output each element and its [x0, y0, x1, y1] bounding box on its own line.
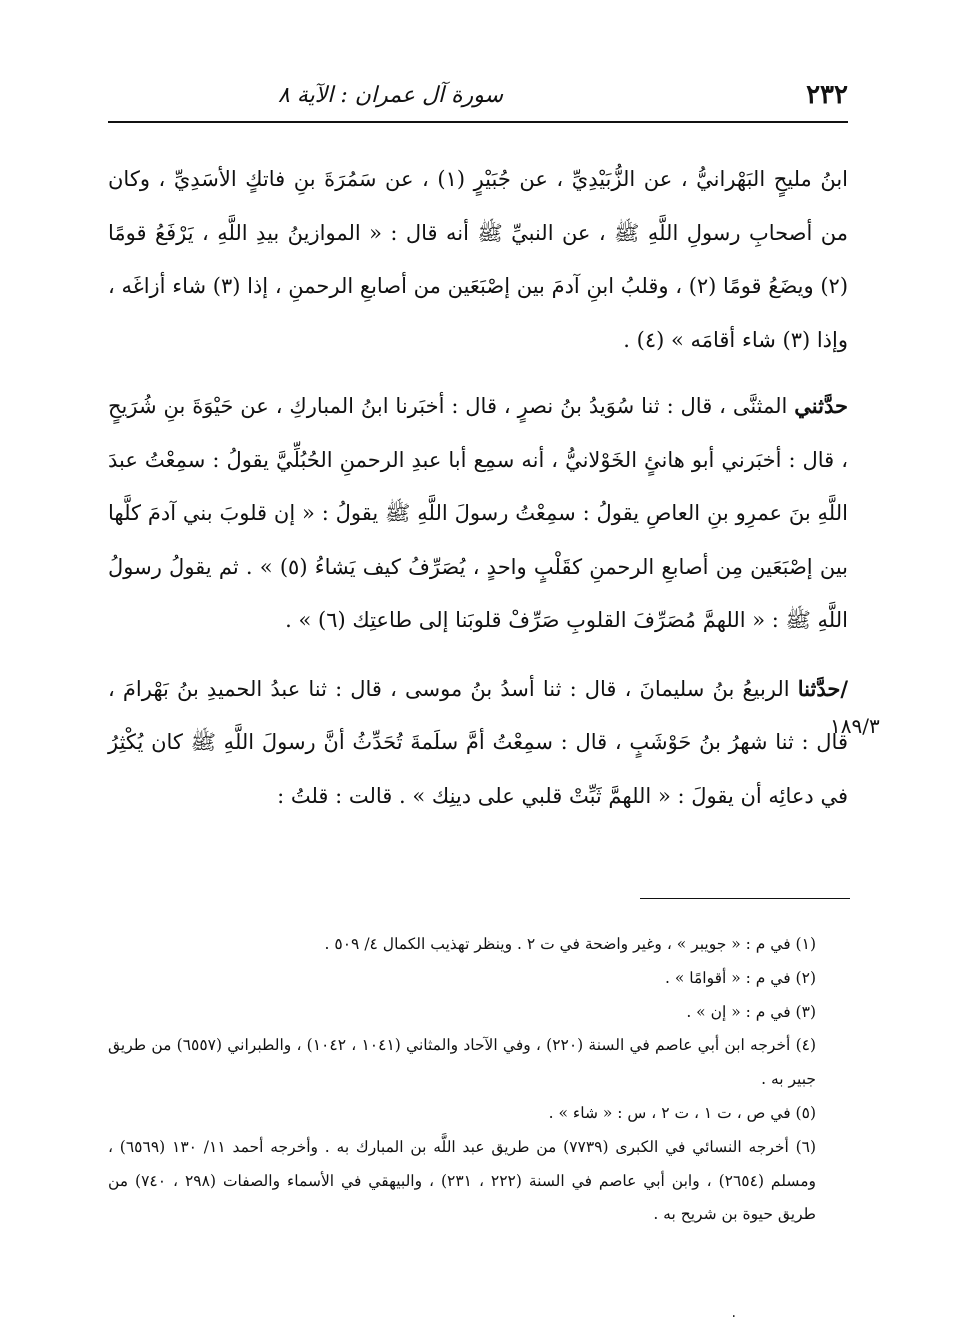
paragraph-lead: /حدَّثنا: [797, 675, 848, 701]
paragraph-lead: حدَّثني: [794, 393, 848, 418]
footnote: (١) في م : « جويبر » ، وغير واضحة في ت ٢ . وينظر تهذيب الكمال ٤/ ٥٠٩ .: [324, 935, 816, 953]
paragraph-text: الربيعُ بنُ سليمانَ ، قال : ثنا أسدُ بنُ موسى ، قال : ثنا عبدُ الحميدِ بنُ بَهْرامَ ، قال : ثنا شهرُ بنُ حَوْشَبٍ ، قال : سمِعْتُ أمَّ سلَمةَ تُحَدِّثُ أنَّ رسولَ اللَّهِ ﷺ كان يُكْثِرُ في دعائِه أن يقولَ : « اللهمَّ ثَبِّتْ قلبي على دينِك » . قالت : قلتُ :: [108, 676, 848, 808]
paragraph-3: [108, 662, 848, 824]
running-title: سورة آل عمران : الآية ٨: [278, 82, 504, 108]
paragraph-1: [108, 152, 848, 367]
footnote: (٢) في م : « أقوامًا » .: [664, 968, 816, 987]
footnotes: [108, 928, 816, 1232]
page-header: [108, 70, 848, 120]
footnote: (٦) أخرجه النسائي في الكبرى (٧٧٣٩) من طريق عبد اللَّه بن المبارك به . وأخرجه أحمد ١١/ ١٣٠ (٦٥٦٩) ، ومسلم (٢٦٥٤) ، وابن أبي عاصم في السنة (٢٢٢ ، ٢٣١) ، والبيهقي في الأسماء والصفات (٢٩٨ ، ٧٤٠) من طريق حيوة بن شريح به .: [108, 1137, 817, 1224]
paragraph-2: [108, 379, 848, 648]
header-divider: [108, 121, 848, 123]
paragraph-text: ابنُ مليحٍ البَهْرانيُّ ، عن الزُّبَيْدِيِّ ، عن جُبَيْرٍ (١) ، عن سَمُرَةَ بنِ فاتكٍ الأسَدِيِّ ، وكان من أصحابِ رسولِ اللَّهِ ﷺ ، عن النبيِّ ﷺ أنه قال : « الموازينُ بيدِ اللَّهِ ، يَرْفَعُ قومًا (٢) ويضَعُ قومًا (٢) ، وقلبُ ابنِ آدمَ بين إصْبَعَين من أصابعِ الرحمنِ ، إذا (٣) شاء أزاغَه ، وإذا (٣) شاء أقامَه » (٤) .: [108, 167, 849, 352]
footnote: (٥) في ص ، ت ١ ، ت ٢ ، س : « شاء » .: [548, 1103, 816, 1122]
margin-volume-page-reference: ١٨٩/٣: [830, 714, 880, 738]
footnote: (٣) في م : « إن » .: [686, 1002, 816, 1021]
bottom-mark: ٠: [730, 1308, 738, 1324]
page-number: ٢٣٢: [806, 80, 848, 110]
footnote-divider: [640, 898, 850, 899]
footnote: (٤) أخرجه ابن أبي عاصم في السنة (٢٢٠) ، وفي الآحاد والمثاني (١٠٤١ ، ١٠٤٢) ، والطبراني (٦٥٥٧) من طريق جبير به .: [108, 1036, 817, 1089]
paragraph-text: المثنَّى ، قال : ثنا سُوَيدُ بنُ نصرٍ ، قال : أخبَرنا ابنُ المباركِ ، عن حَيْوَةَ بنِ شُرَيحٍ ، قال : أخبَرني أبو هانئٍ الخَوْلانيُّ ، أنه سمِع أبا عبدِ الرحمنِ الحُبُلِّيَّ يقولُ : سمِعْتُ عبدَ اللَّهِ بنَ عمرِو بنِ العاصِ يقولُ : سمِعْتُ رسولَ اللَّهِ ﷺ يقولُ : « إن قلوبَ بني آدمَ كلَّها بين إصْبَعَين مِن أصابعِ الرحمنِ كقَلْبٍ واحدٍ ، يُصَرِّفُ كيف يَشاءُ (٥) » . ثم يقولُ رسولُ اللَّهِ ﷺ : « اللهمَّ مُصَرِّفَ القلوبِ صَرِّفْ قلوبَنا إلى طاعتِك (٦) » .: [108, 394, 849, 632]
main-text: [108, 152, 848, 837]
